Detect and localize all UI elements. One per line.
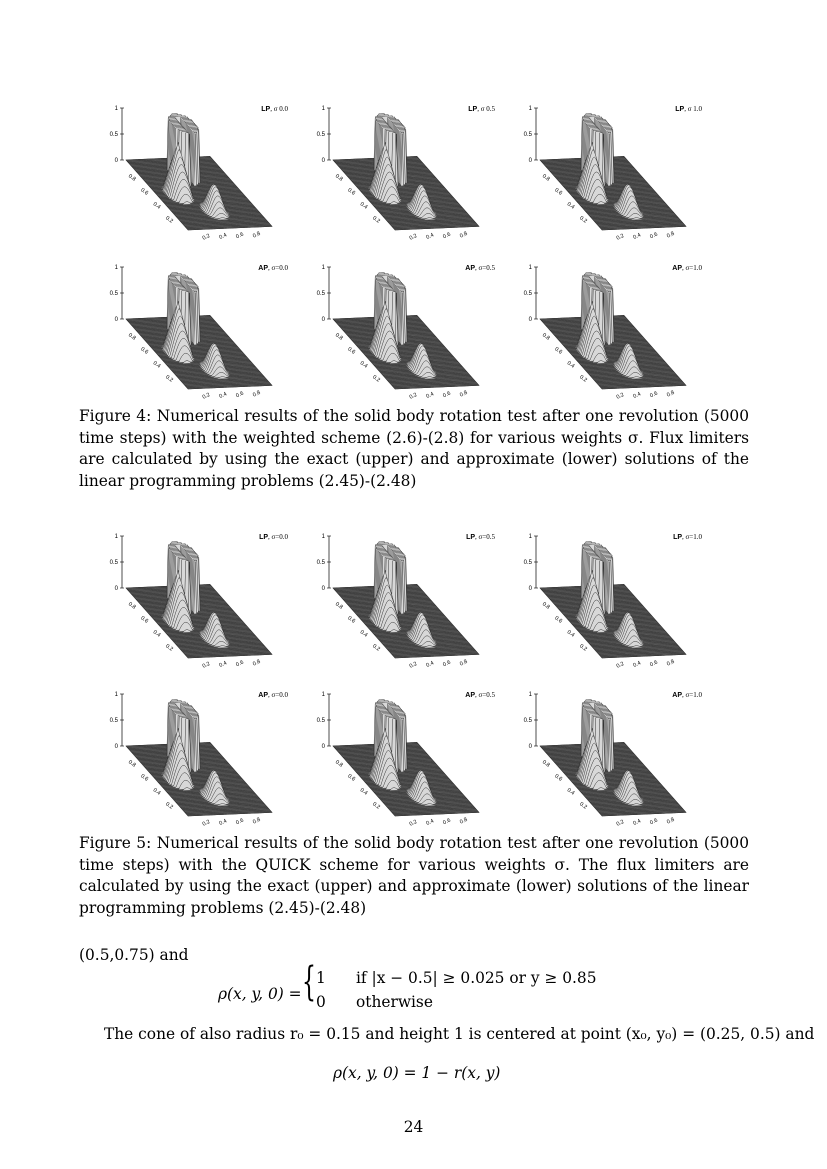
x-tick-label: 0.8 xyxy=(459,230,469,240)
y-tick-label: 0.4 xyxy=(565,201,576,211)
z-tick-label: 0 xyxy=(114,317,118,323)
y-tick-label: 0.8 xyxy=(333,332,344,342)
y-tick-label: 0.8 xyxy=(540,173,551,183)
x-tick-label: 0.4 xyxy=(632,818,642,827)
figure5-panel xyxy=(105,692,310,834)
case-value: 0 xyxy=(316,993,326,1011)
panel-weight: , σ 0.0 xyxy=(270,105,288,113)
caption-prefix: Figure 5: xyxy=(79,834,152,852)
x-tick-label: 0.6 xyxy=(235,817,245,827)
surface-plot xyxy=(312,534,517,676)
z-tick-label: 0.5 xyxy=(316,132,325,138)
z-tick-label: 0.5 xyxy=(109,560,118,566)
panel-method: LP xyxy=(259,534,269,541)
x-tick-label: 0.4 xyxy=(632,391,642,400)
panel-method: AP xyxy=(465,265,476,272)
z-tick-label: 0.5 xyxy=(523,291,532,297)
z-tick-label: 1 xyxy=(321,106,325,112)
x-tick-label: 0.8 xyxy=(459,816,469,826)
y-tick-label: 0.4 xyxy=(151,360,162,370)
panel-label xyxy=(261,105,288,114)
panel-weight: , σ=0.5 xyxy=(475,264,495,272)
figure5-panel xyxy=(105,534,310,676)
y-tick-label: 0.6 xyxy=(553,773,564,783)
x-tick-label: 0.4 xyxy=(218,232,228,241)
y-tick-label: 0.4 xyxy=(151,629,162,639)
x-tick-label: 0.2 xyxy=(408,392,419,401)
z-tick-label: 0 xyxy=(528,586,532,592)
x-tick-label: 0.4 xyxy=(218,391,228,400)
figure4-panel xyxy=(519,106,724,248)
y-tick-label: 0.6 xyxy=(553,615,564,625)
body-line: The cone of also radius r₀ = 0.15 and height 1 is centered at point (x₀, y₀) = (0.25, 0.5) and xyxy=(104,1025,815,1043)
x-tick-label: 0.6 xyxy=(649,231,659,241)
y-tick-label: 0.8 xyxy=(126,332,137,342)
y-tick-label: 0.4 xyxy=(151,201,162,211)
panel-method: AP xyxy=(672,692,683,699)
panel-label xyxy=(468,105,495,114)
y-tick-label: 0.8 xyxy=(333,759,344,769)
z-tick-label: 0 xyxy=(528,744,532,750)
x-tick-label: 0.6 xyxy=(235,390,245,400)
y-tick-label: 0.2 xyxy=(578,643,588,653)
y-tick-label: 0.8 xyxy=(126,759,137,769)
panel-label xyxy=(465,264,495,273)
panel-weight: , σ=1.0 xyxy=(682,533,702,541)
x-tick-label: 0.6 xyxy=(649,817,659,827)
figure5-panel xyxy=(519,692,724,834)
figure4-row-1 xyxy=(105,106,725,248)
panel-label xyxy=(673,533,702,542)
y-tick-label: 0.4 xyxy=(358,201,369,211)
surface-plot xyxy=(312,692,517,834)
z-tick-label: 1 xyxy=(114,534,118,540)
caption-text: Numerical results of the solid body rotation test after one revolution (5000 time steps) with the QUICK scheme for various weights σ. The flux limiters are calculated by using the exact (upper) and approximate (lower) solutions of the linear programming problems (2.45)-(2.48) xyxy=(79,834,749,917)
panel-weight: , σ=0.5 xyxy=(475,691,495,699)
x-tick-label: 0.2 xyxy=(201,819,212,828)
x-tick-label: 0.6 xyxy=(649,390,659,400)
y-tick-label: 0.8 xyxy=(540,332,551,342)
figure4-panel xyxy=(519,265,724,407)
y-tick-label: 0.4 xyxy=(565,360,576,370)
x-tick-label: 0.4 xyxy=(425,232,435,241)
x-tick-label: 0.8 xyxy=(252,230,262,240)
z-tick-label: 0.5 xyxy=(109,718,118,724)
x-tick-label: 0.6 xyxy=(649,659,659,669)
caption-prefix: Figure 4: xyxy=(79,407,152,425)
case-condition: otherwise xyxy=(356,993,433,1011)
y-tick-label: 0.2 xyxy=(578,215,588,225)
surface-plot xyxy=(105,692,310,834)
x-tick-label: 0.6 xyxy=(442,231,452,241)
z-tick-label: 0.5 xyxy=(109,132,118,138)
x-tick-label: 0.2 xyxy=(615,819,626,828)
panel-label xyxy=(675,105,702,114)
x-tick-label: 0.2 xyxy=(408,661,419,670)
z-tick-label: 0.5 xyxy=(316,718,325,724)
x-tick-label: 0.6 xyxy=(442,659,452,669)
z-tick-label: 1 xyxy=(321,265,325,271)
y-tick-label: 0.6 xyxy=(346,615,357,625)
y-tick-label: 0.2 xyxy=(578,374,588,384)
y-tick-label: 0.8 xyxy=(540,759,551,769)
x-tick-label: 0.2 xyxy=(615,233,626,242)
y-tick-label: 0.2 xyxy=(371,215,381,225)
surface-plot xyxy=(105,265,310,407)
y-tick-label: 0.2 xyxy=(578,801,588,811)
surface-plot xyxy=(312,106,517,248)
y-tick-label: 0.6 xyxy=(139,615,150,625)
x-tick-label: 0.4 xyxy=(632,232,642,241)
figure5-panel xyxy=(312,692,517,834)
x-tick-label: 0.6 xyxy=(442,817,452,827)
panel-weight: , σ=1.0 xyxy=(682,264,702,272)
x-tick-label: 0.6 xyxy=(235,659,245,669)
x-tick-label: 0.4 xyxy=(425,818,435,827)
panel-method: LP xyxy=(673,534,683,541)
z-tick-label: 0 xyxy=(321,586,325,592)
panel-label xyxy=(672,691,702,700)
y-tick-label: 0.2 xyxy=(164,801,174,811)
x-tick-label: 0.8 xyxy=(459,389,469,399)
surface-plot xyxy=(105,106,310,248)
panel-weight: , σ=1.0 xyxy=(682,691,702,699)
x-tick-label: 0.2 xyxy=(201,233,212,242)
panel-label xyxy=(672,264,702,273)
y-tick-label: 0.2 xyxy=(164,215,174,225)
x-tick-label: 0.8 xyxy=(252,389,262,399)
x-tick-label: 0.2 xyxy=(615,661,626,670)
figure4-caption xyxy=(79,406,749,492)
z-tick-label: 1 xyxy=(114,265,118,271)
x-tick-label: 0.8 xyxy=(666,658,676,668)
z-tick-label: 1 xyxy=(528,265,532,271)
x-tick-label: 0.4 xyxy=(632,660,642,669)
y-tick-label: 0.4 xyxy=(358,629,369,639)
y-tick-label: 0.6 xyxy=(553,187,564,197)
x-tick-label: 0.2 xyxy=(201,392,212,401)
y-tick-label: 0.6 xyxy=(139,187,150,197)
figure5-row-1 xyxy=(105,534,725,676)
y-tick-label: 0.6 xyxy=(346,346,357,356)
z-tick-label: 0 xyxy=(114,158,118,164)
y-tick-label: 0.8 xyxy=(126,601,137,611)
y-tick-label: 0.6 xyxy=(346,187,357,197)
z-tick-label: 0.5 xyxy=(523,718,532,724)
figure5-row-2 xyxy=(105,692,725,834)
case-condition: if |x − 0.5| ≥ 0.025 or y ≥ 0.85 xyxy=(356,969,597,987)
surface-plot xyxy=(519,265,724,407)
y-tick-label: 0.4 xyxy=(565,629,576,639)
surface-plot xyxy=(519,534,724,676)
figure4-panel xyxy=(105,265,310,407)
z-tick-label: 1 xyxy=(528,106,532,112)
y-tick-label: 0.6 xyxy=(139,346,150,356)
z-tick-label: 1 xyxy=(321,692,325,698)
x-tick-label: 0.2 xyxy=(201,661,212,670)
z-tick-label: 0 xyxy=(114,744,118,750)
case-row xyxy=(316,990,597,1014)
x-tick-label: 0.4 xyxy=(218,660,228,669)
z-tick-label: 0 xyxy=(321,317,325,323)
panel-weight: , σ 1.0 xyxy=(684,105,702,113)
panel-label xyxy=(259,533,288,542)
x-tick-label: 0.8 xyxy=(666,816,676,826)
caption-text: Numerical results of the solid body rotation test after one revolution (5000 time steps) with the weighted scheme (2.6)-(2.8) for various weights σ. Flux limiters are calculated by using the exact (upper) and approximate (lower) solutions of the linear programming problems (2.45)-(2.48) xyxy=(79,407,749,490)
surface-plot xyxy=(105,534,310,676)
x-tick-label: 0.2 xyxy=(408,233,419,242)
figure4-panel xyxy=(312,106,517,248)
z-tick-label: 0 xyxy=(528,158,532,164)
panel-method: LP xyxy=(466,534,476,541)
surface-plot xyxy=(519,106,724,248)
z-tick-label: 0.5 xyxy=(523,560,532,566)
panel-method: AP xyxy=(465,692,476,699)
x-tick-label: 0.6 xyxy=(442,390,452,400)
x-tick-label: 0.8 xyxy=(666,389,676,399)
panel-label xyxy=(465,691,495,700)
z-tick-label: 0.5 xyxy=(109,291,118,297)
x-tick-label: 0.6 xyxy=(235,231,245,241)
panel-weight: , σ=0.0 xyxy=(268,691,288,699)
equation: ρ(x, y, 0) = 1 − r(x, y) xyxy=(333,1064,501,1082)
y-tick-label: 0.4 xyxy=(565,787,576,797)
surface-plot xyxy=(519,692,724,834)
z-tick-label: 0.5 xyxy=(523,132,532,138)
y-tick-label: 0.4 xyxy=(358,787,369,797)
page-number: 24 xyxy=(403,1118,424,1136)
z-tick-label: 1 xyxy=(114,106,118,112)
case-row xyxy=(316,966,597,990)
panel-method: AP xyxy=(258,265,269,272)
y-tick-label: 0.2 xyxy=(371,643,381,653)
y-tick-label: 0.6 xyxy=(139,773,150,783)
figure5-panel xyxy=(519,534,724,676)
panel-weight: , σ=0.5 xyxy=(475,533,495,541)
body-line: (0.5,0.75) and xyxy=(79,946,189,964)
z-tick-label: 0 xyxy=(114,586,118,592)
z-tick-label: 0.5 xyxy=(316,291,325,297)
figure4-panel xyxy=(105,106,310,248)
panel-label xyxy=(466,533,495,542)
x-tick-label: 0.8 xyxy=(459,658,469,668)
x-tick-label: 0.2 xyxy=(615,392,626,401)
z-tick-label: 0.5 xyxy=(316,560,325,566)
y-tick-label: 0.2 xyxy=(371,801,381,811)
y-tick-label: 0.4 xyxy=(151,787,162,797)
equation-cases xyxy=(316,966,597,1014)
left-brace: { xyxy=(302,959,316,1005)
case-value: 1 xyxy=(316,969,326,987)
panel-method: AP xyxy=(258,692,269,699)
panel-method: LP xyxy=(468,106,478,113)
y-tick-label: 0.2 xyxy=(164,643,174,653)
panel-method: AP xyxy=(672,265,683,272)
panel-label xyxy=(258,264,288,273)
z-tick-label: 1 xyxy=(528,692,532,698)
panel-label xyxy=(258,691,288,700)
y-tick-label: 0.6 xyxy=(346,773,357,783)
y-tick-label: 0.8 xyxy=(333,173,344,183)
y-tick-label: 0.4 xyxy=(358,360,369,370)
z-tick-label: 1 xyxy=(321,534,325,540)
figure4-row-2 xyxy=(105,265,725,407)
z-tick-label: 0 xyxy=(528,317,532,323)
panel-weight: , σ=0.0 xyxy=(268,264,288,272)
equation-lhs: ρ(x, y, 0) = xyxy=(218,985,302,1003)
y-tick-label: 0.6 xyxy=(553,346,564,356)
figure4-panel xyxy=(312,265,517,407)
x-tick-label: 0.8 xyxy=(252,816,262,826)
panel-method: LP xyxy=(261,106,271,113)
z-tick-label: 1 xyxy=(114,692,118,698)
z-tick-label: 1 xyxy=(528,534,532,540)
z-tick-label: 0 xyxy=(321,744,325,750)
figure5-caption xyxy=(79,833,749,919)
figure5-panel xyxy=(312,534,517,676)
x-tick-label: 0.4 xyxy=(218,818,228,827)
y-tick-label: 0.8 xyxy=(126,173,137,183)
x-tick-label: 0.8 xyxy=(666,230,676,240)
panel-method: LP xyxy=(675,106,685,113)
panel-weight: , σ=0.0 xyxy=(268,533,288,541)
x-tick-label: 0.8 xyxy=(252,658,262,668)
y-tick-label: 0.2 xyxy=(164,374,174,384)
x-tick-label: 0.4 xyxy=(425,660,435,669)
y-tick-label: 0.2 xyxy=(371,374,381,384)
panel-weight: , σ 0.5 xyxy=(477,105,495,113)
x-tick-label: 0.4 xyxy=(425,391,435,400)
y-tick-label: 0.8 xyxy=(540,601,551,611)
x-tick-label: 0.2 xyxy=(408,819,419,828)
surface-plot xyxy=(312,265,517,407)
z-tick-label: 0 xyxy=(321,158,325,164)
y-tick-label: 0.8 xyxy=(333,601,344,611)
